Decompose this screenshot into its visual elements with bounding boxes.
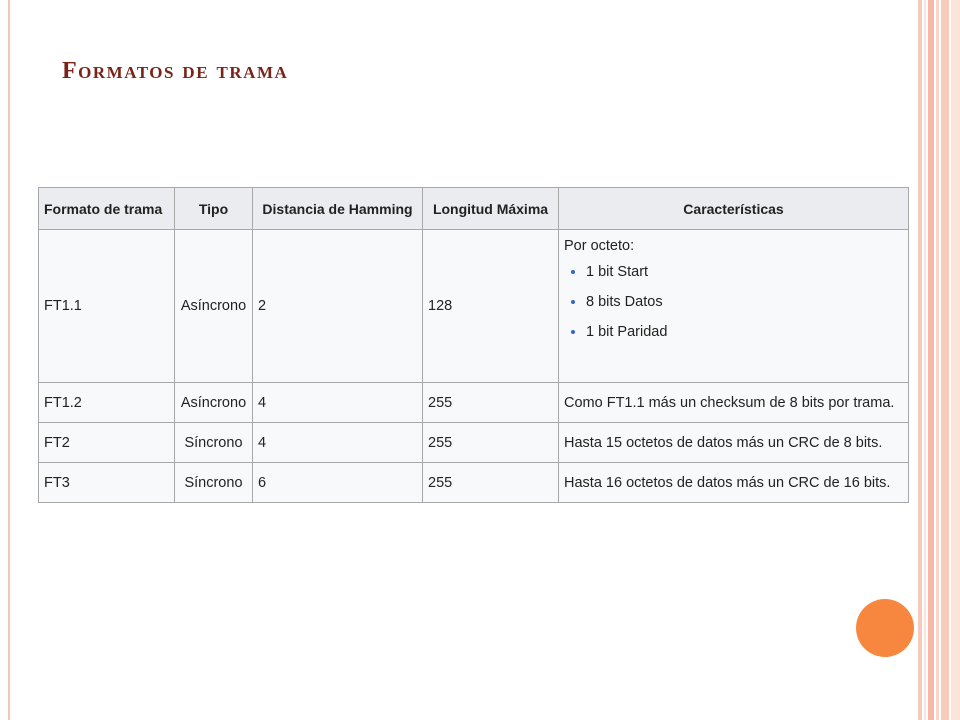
table-row [39,230,909,383]
stripe [928,0,934,720]
list-item: • 1 bit Start [586,264,903,280]
column-header-formato: Formato de trama [39,188,175,230]
decorative-circle [856,599,914,657]
cell-caracteristicas: Hasta 16 octetos de datos más un CRC de 16 bits. [559,463,909,503]
cell-formato: FT1.1 [39,230,175,383]
table-header-row [39,188,909,230]
list-item: • 1 bit Paridad [586,324,903,340]
cell-caracteristicas: Como FT1.1 más un checksum de 8 bits por trama. [559,383,909,423]
cell-longitud: 255 [423,423,559,463]
cell-hamming: 2 [253,230,423,383]
list-item: • 8 bits Datos [586,294,903,310]
table-row [39,463,909,503]
column-header-tipo: Tipo [175,188,253,230]
cell-longitud: 128 [423,230,559,383]
cell-tipo: Asíncrono [175,383,253,423]
cell-tipo: Síncrono [175,423,253,463]
caracteristicas-list [564,264,903,340]
frame-formats-table [38,187,909,503]
cell-caracteristicas [559,230,909,383]
table-row [39,423,909,463]
stripe [936,0,939,720]
right-decorative-stripes [918,0,960,720]
caracteristicas-intro: Por octeto: [564,238,635,254]
table-row [39,383,909,423]
cell-formato: FT2 [39,423,175,463]
cell-tipo: Asíncrono [175,230,253,383]
cell-longitud: 255 [423,383,559,423]
left-border-line [8,0,10,720]
cell-hamming: 6 [253,463,423,503]
slide-title: Formatos de trama [62,58,289,84]
cell-formato: FT3 [39,463,175,503]
cell-tipo: Síncrono [175,463,253,503]
stripe [924,0,926,720]
column-header-hamming: Distancia de Hamming [253,188,423,230]
column-header-caracteristicas: Características [559,188,909,230]
cell-hamming: 4 [253,383,423,423]
cell-caracteristicas: Hasta 15 octetos de datos más un CRC de 8 bits. [559,423,909,463]
stripe [941,0,949,720]
stripe [918,0,922,720]
cell-hamming: 4 [253,423,423,463]
stripe [951,0,960,720]
cell-formato: FT1.2 [39,383,175,423]
cell-longitud: 255 [423,463,559,503]
column-header-longitud: Longitud Máxima [423,188,559,230]
frame-formats-table-container [38,187,908,503]
